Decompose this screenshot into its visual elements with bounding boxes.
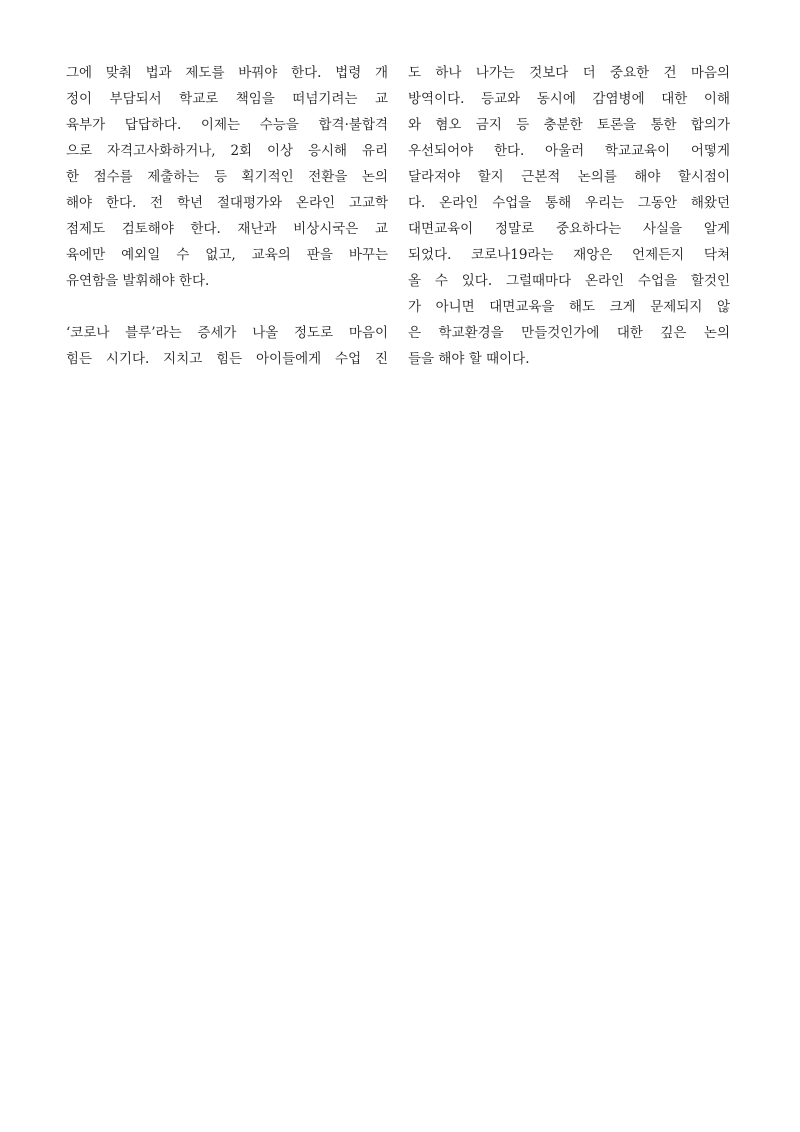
text-line: 들을 해야 할 때이다. bbox=[408, 351, 530, 367]
text-line: 우선되어야 한다. 아울러 학교교육이 어떻게 bbox=[408, 143, 730, 159]
text-line: 육부가 답답하다. 이제는 수능을 합격·불합격 bbox=[66, 117, 388, 133]
text-line: 힘든 시기다. 지치고 힘든 아이들에게 수업 진 bbox=[66, 351, 388, 367]
text-line: 와 혐오 금지 등 충분한 토론을 통한 합의가 bbox=[408, 117, 730, 133]
paragraph bbox=[408, 60, 730, 372]
text-line: 육에만 예외일 수 없고, 교육의 판을 바꾸는 bbox=[66, 247, 388, 263]
text-line: 은 학교환경을 만들것인가에 대한 깊은 논의 bbox=[408, 325, 730, 341]
text-line: 대면교육이 정말로 중요하다는 사실을 알게 bbox=[408, 221, 730, 237]
text-line: 되었다. 코로나19라는 재앙은 언제든지 닥쳐 bbox=[408, 247, 730, 263]
text-line: 해야 한다. 전 학년 절대평가와 온라인 고교학 bbox=[66, 195, 388, 211]
paragraph-gap bbox=[66, 294, 388, 320]
text-line: 가 아니면 대면교육을 해도 크게 문제되지 않 bbox=[408, 299, 730, 315]
text-line: 방역이다. 등교와 동시에 감염병에 대한 이해 bbox=[408, 91, 730, 107]
text-line: 정이 부담되서 학교로 책임을 떠넘기려는 교 bbox=[66, 91, 388, 107]
text-line: 올 수 있다. 그럴때마다 온라인 수업을 할것인 bbox=[408, 273, 730, 289]
text-line: 그에 맞춰 법과 제도를 바꿔야 한다. 법령 개 bbox=[66, 65, 388, 81]
text-line: 달라져야 할지 근본적 논의를 해야 할시점이 bbox=[408, 169, 730, 185]
text-line: 도 하나 나가는 것보다 더 중요한 건 마음의 bbox=[408, 65, 730, 81]
paragraph bbox=[66, 320, 388, 372]
text-line: 점제도 검토해야 한다. 재난과 비상시국은 교 bbox=[66, 221, 388, 237]
text-line: ‘코로나 블루’라는 증세가 나올 정도로 마음이 bbox=[66, 325, 388, 341]
text-line: 한 점수를 제출하는 등 획기적인 전환을 논의 bbox=[66, 169, 388, 185]
text-line: 으로 자격고사화하거나, 2회 이상 응시해 유리 bbox=[66, 143, 388, 159]
text-line: 다. 온라인 수업을 통해 우리는 그동안 해왔던 bbox=[408, 195, 730, 211]
right-column bbox=[408, 60, 730, 372]
paragraph bbox=[66, 60, 388, 294]
text-line: 유연함을 발휘해야 한다. bbox=[66, 273, 210, 289]
left-column bbox=[66, 60, 388, 372]
